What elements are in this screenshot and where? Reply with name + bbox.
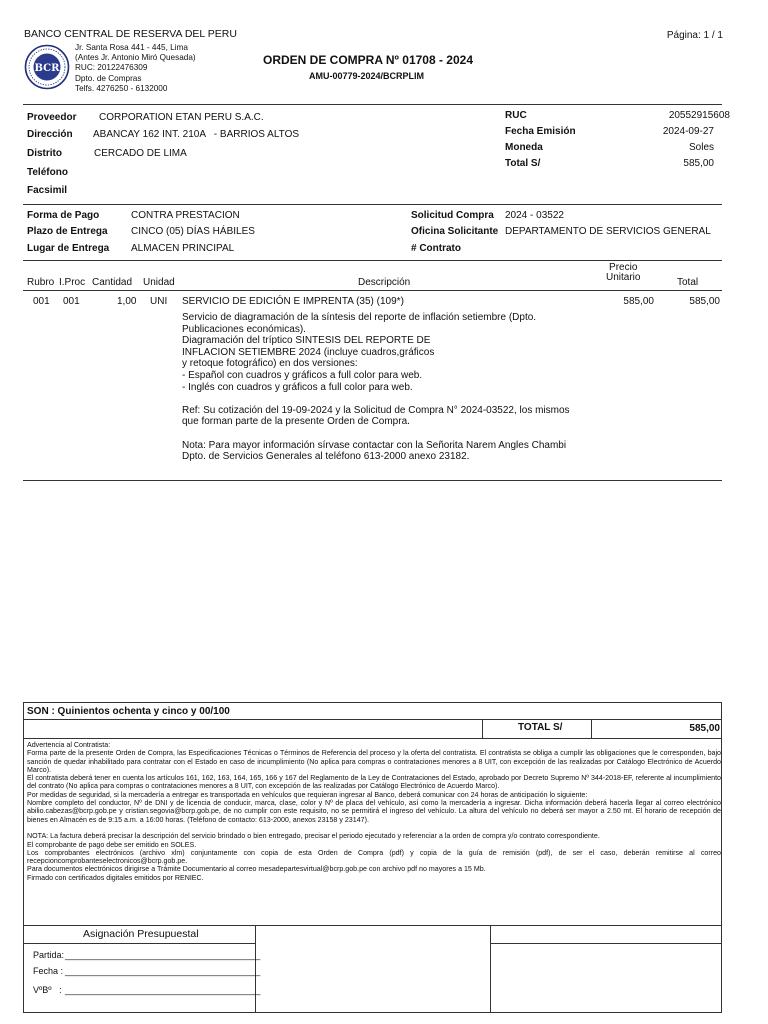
- delivery-place-label: Lugar de Entrega: [27, 243, 110, 254]
- document-subtitle: AMU-00779-2024/BCRPLIM: [309, 71, 425, 81]
- delivery-term-value: CINCO (05) DÍAS HÁBILES: [131, 226, 255, 237]
- col-header-iproc: I.Proc: [59, 277, 86, 288]
- col-header-unit-price-line: Precio: [609, 262, 638, 273]
- item-quantity: 1,00: [117, 296, 137, 307]
- fine-print-line: Los comprobantes electrónicos (archivo xlm) conjuntamente con copia de esta Orden de Compra (pdf) y copia de la guía de remisión (pdf), de ser el caso, deberán remitirse al correo recepcioncomprobanteselectronicos@bcrp.gob.pe.: [27, 848, 721, 866]
- budget-partida-line: _______________________________________: [65, 950, 261, 960]
- item-iproc: 001: [63, 296, 80, 307]
- budget-vb-line: _______________________________________: [65, 985, 261, 995]
- divider: [23, 738, 722, 739]
- supplier-name: CORPORATION ETAN PERU S.A.C.: [99, 112, 264, 123]
- divider: [23, 290, 722, 291]
- item-title: SERVICIO DE EDICIÓN E IMPRENTA (35) (109*): [182, 296, 404, 307]
- divider: [23, 480, 722, 481]
- col-header-quantity: Cantidad: [92, 277, 133, 288]
- bcrp-logo-icon: [24, 44, 70, 90]
- address-line: Jr. Santa Rosa 441 - 445, Lima: [75, 43, 188, 52]
- fine-print-line: Advertencia al Contratista:: [27, 741, 111, 749]
- detail-line: INFLACION SETIEMBRE 2024 (incluye cuadros,gráficos: [182, 346, 435, 358]
- divider: [23, 719, 722, 720]
- bank-name: BANCO CENTRAL DE RESERVA DEL PERU: [24, 28, 237, 40]
- page-number: Página: 1 / 1: [666, 30, 723, 41]
- fine-print-line: El contratista deberá tener en cuenta los artículos 161, 162, 163, 164, 165, 166 y 167 del Reglamento de la Ley de Contrataciones del Estado, aprobado por Decreto Supremo Nº 344-2018-EF, referente al incumplimiento del contrato (No aplica para compras o contrataciones menores a 8 UIT, con excepción de las realizadas por Catálogo Electrónico de Acuerdo Marco).: [27, 774, 721, 791]
- total-value: 585,00: [683, 158, 714, 169]
- budget-title: Asignación Presupuestal: [83, 928, 199, 940]
- delivery-place-value: ALMACEN PRINCIPAL: [131, 243, 235, 254]
- payment-label: Forma de Pago: [27, 210, 100, 221]
- detail-line: [182, 393, 602, 405]
- col-header-unit-price-line: Unitario: [606, 272, 641, 283]
- detail-line: - Inglés con cuadros y gráficos a full color para web.: [182, 381, 413, 393]
- fax-label: Facsimil: [27, 185, 68, 196]
- detail-line: Servicio de diagramación de la síntesis del reporte de inflación setiembre (Dpto.: [182, 312, 537, 323]
- fine-print-line: [27, 824, 721, 832]
- budget-fecha-line: _______________________________________: [65, 966, 261, 976]
- svg-text:BCR: BCR: [34, 63, 60, 74]
- address-line: Dpto. de Compras: [75, 73, 142, 83]
- currency-value: Soles: [688, 142, 714, 153]
- col-header-description: Descripción: [358, 277, 411, 288]
- phone-label: Teléfono: [27, 167, 68, 178]
- ruc-label: RUC: [505, 110, 527, 121]
- footer-total-value: 585,00: [689, 723, 720, 734]
- fine-print-line: Forma parte de la presente Orden de Compra, las Especificaciones Técnicas o Términos de Referencia del proceso y la oferta del contratista. El contratista se obliga a cumplir las obligaciones que le corresponden, bajo sanción de quedar inhabilitado para contratar con el Estado en caso de incumplimiento (No aplica para compras o contrataciones menores a 8 UIT, con excepción de las realizadas por Catálogo Electrónico de Acuerdo Marco).: [27, 749, 721, 774]
- detail-line: Diagramación del tríptico SINTESIS DEL REPORTE DE: [182, 335, 431, 347]
- divider: [23, 925, 722, 926]
- fine-print-line: Para documentos electrónicos dirigirse a Trámite Documentario al correo mesadepartesvirtual@bcrp.gob.pe con archivo pdf no mayores a 15 Mb.: [27, 865, 486, 874]
- footer-total-label: TOTAL S/: [518, 722, 563, 733]
- item-unit-price: 585,00: [623, 296, 654, 307]
- divider: [490, 943, 722, 944]
- issue-date-value: 2024-09-27: [662, 126, 714, 137]
- fine-print-line: El comprobante de pago debe ser emitido en SOLES.: [27, 840, 197, 849]
- divider: [23, 943, 255, 944]
- detail-line: [182, 428, 602, 440]
- currency-label: Moneda: [505, 142, 543, 153]
- fine-print-line: Por medidas de seguridad, si la mercadería a entregar es transportada en vehículos que requieran ingresar al Banco, deberá comunicar con 24 horas de anticipación lo siguiente:: [27, 790, 588, 799]
- supplier-district: CERCADO DE LIMA: [94, 148, 187, 159]
- divider: [23, 260, 722, 261]
- detail-line: Publicaciones económicas).: [182, 323, 306, 335]
- amount-in-words: SON : Quinientos ochenta y cinco y 00/100: [27, 706, 230, 717]
- fine-print-line: Nombre completo del conductor, Nº de DNI y de licencia de conducir, marca, clase, color y Nº de placa del vehículo, así como la mercadería a ingresar. Dicha información deberá hacerla llegar al correo electrónico abilio.cabezas@bcrp.gob.pe y cristian.segovia@bcrp.gob.pe, de no cumplir con este requisito, no se permitirá el ingreso del vehículo. La altura del vehículo no deberá ser mayor a 2.50 mt. El horario de recepción de bienes en Almacén es de 9:15 a.m. a 16:00 horas. (Teléfono de contacto: 613-2000, anexos 23158 y 23147).: [27, 799, 721, 824]
- detail-line: Nota: Para mayor información sírvase contactar con la Señorita Narem Angles Chambi: [182, 439, 567, 451]
- item-details: [182, 312, 602, 463]
- supplier-label: Proveedor: [27, 112, 77, 123]
- issue-date-label: Fecha Emisión: [505, 126, 576, 137]
- fine-print-line: Firmado con certificados digitales emitidos por RENIEC.: [27, 873, 204, 882]
- col-header-unit: Unidad: [143, 277, 175, 288]
- divider: [482, 719, 483, 738]
- col-header-unit-price: [606, 263, 640, 283]
- detail-line: y retoque fotográfico) en dos versiones:: [182, 358, 358, 370]
- address-line: Telfs. 4276250 - 6132000: [75, 83, 168, 93]
- total-label: Total S/: [505, 158, 541, 169]
- supplier-address: ABANCAY 162 INT. 210A - BARRIOS ALTOS: [93, 129, 300, 140]
- office-value: DEPARTAMENTO DE SERVICIOS GENERAL: [505, 226, 711, 237]
- fine-print-line: NOTA: La factura deberá precisar la descripción del servicio brindado o bien entregado, precisar el periodo ejecutado y referenciar a la orden de compra y/o contrato correspondiente.: [27, 832, 600, 841]
- detail-line: Dpto. de Servicios Generales al teléfono 613-2000 anexo 23182.: [182, 451, 470, 463]
- divider: [23, 204, 722, 205]
- request-value: 2024 - 03522: [505, 210, 564, 221]
- district-label: Distrito: [27, 148, 62, 159]
- ruc-value: 20552915608: [668, 110, 730, 121]
- item-rubro: 001: [33, 296, 50, 307]
- request-label: Solicitud Compra: [411, 210, 494, 221]
- document-title: ORDEN DE COMPRA Nº 01708 - 2024: [263, 53, 474, 67]
- address-label: Dirección: [27, 129, 73, 140]
- divider: [23, 104, 722, 105]
- budget-fecha-label: Fecha :: [33, 966, 64, 976]
- contract-label: # Contrato: [411, 243, 461, 254]
- budget-vb-label: VºBº :: [33, 985, 62, 995]
- detail-line: - Español con cuadros y gráficos a full color para web.: [182, 369, 423, 381]
- item-total: 585,00: [689, 296, 720, 307]
- payment-value: CONTRA PRESTACION: [131, 210, 240, 221]
- col-header-rubro: Rubro: [27, 277, 55, 288]
- col-header-total: Total: [677, 277, 699, 288]
- divider: [490, 925, 491, 1013]
- address-line: RUC: 20122476309: [75, 63, 148, 73]
- office-label: Oficina Solicitante: [411, 226, 499, 237]
- address-block: [75, 43, 196, 94]
- contractor-warning: [27, 741, 721, 882]
- delivery-term-label: Plazo de Entrega: [27, 226, 108, 237]
- detail-line: que forman parte de la presente Orden de Compra.: [182, 416, 410, 428]
- budget-partida-label: Partida:: [33, 950, 65, 960]
- item-unit: UNI: [150, 296, 168, 307]
- detail-line: Ref: Su cotización del 19-09-2024 y la Solicitud de Compra N° 2024-03522, los mismos: [182, 404, 570, 416]
- address-line: (Antes Jr. Antonio Miró Quesada): [75, 53, 196, 63]
- divider: [591, 719, 592, 738]
